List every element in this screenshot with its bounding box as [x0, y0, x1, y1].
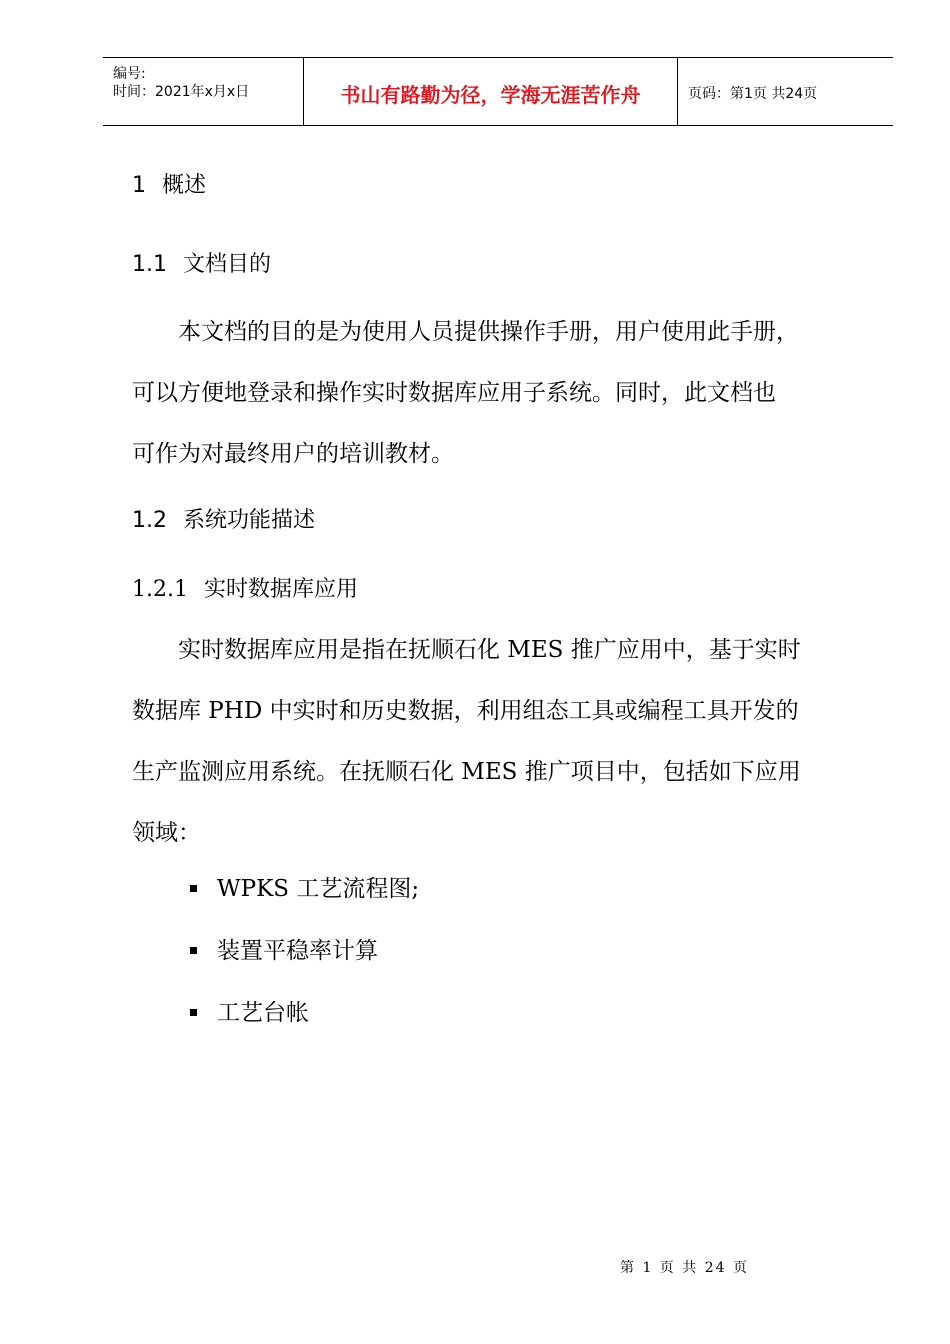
page-footer: 第 1 页 共 24 页: [620, 1260, 749, 1276]
header-page-cell: [678, 58, 893, 125]
paragraph-line: 可以方便地登录和操作实时数据库应用子系统。同时，此文档也: [132, 380, 776, 406]
paragraph-line: 实时数据库应用是指在抚顺石化 MES 推广应用中，基于实时: [178, 637, 801, 663]
header-motto-cell: [304, 58, 678, 125]
section-heading-1: [132, 168, 206, 199]
section-number: 1.1: [132, 252, 167, 277]
section-title: 实时数据库应用: [203, 577, 358, 602]
page-header: [103, 57, 893, 126]
list-item-text: WPKS 工艺流程图;: [217, 876, 420, 902]
paragraph-line: 数据库 PHD 中实时和历史数据，利用组态工具或编程工具开发的: [132, 698, 799, 724]
paragraph-line: 生产监测应用系统。在抚顺石化 MES 推广项目中，包括如下应用: [132, 759, 801, 785]
header-meta-cell: [103, 58, 304, 125]
section-heading-1-2: [132, 503, 315, 534]
paragraph-line: 领域：: [132, 820, 201, 846]
list-item: [190, 982, 419, 1044]
square-bullet-icon: [190, 947, 197, 954]
list-item: [190, 920, 419, 982]
section-number: 1.2.1: [132, 577, 188, 602]
section-number: 1.2: [132, 508, 167, 533]
time-label: 时间：2021年x月x日: [113, 84, 250, 100]
motto-text: 书山有路勤为径，学海无涯苦作舟: [340, 83, 641, 107]
square-bullet-icon: [190, 885, 197, 892]
section-heading-1-2-1: [132, 572, 358, 603]
section-number: 1: [132, 173, 146, 198]
number-label: 编号:: [113, 66, 146, 82]
list-item-text: 工艺台帐: [217, 1000, 309, 1026]
section-title: 系统功能描述: [183, 508, 316, 533]
section-title: 文档目的: [183, 252, 272, 277]
bullet-list: [190, 858, 419, 1044]
paragraph-realtime-db: [132, 620, 892, 864]
paragraph-line: 可作为对最终用户的培训教材。: [132, 441, 454, 467]
square-bullet-icon: [190, 1009, 197, 1016]
section-heading-1-1: [132, 247, 271, 278]
section-title: 概述: [162, 173, 207, 198]
paragraph-purpose: [132, 302, 892, 485]
page-label: 页码：第1页 共24页: [688, 86, 818, 102]
list-item-text: 装置平稳率计算: [217, 938, 378, 964]
list-item: [190, 858, 419, 920]
paragraph-line: 本文档的目的是为使用人员提供操作手册，用户使用此手册，: [178, 319, 799, 345]
